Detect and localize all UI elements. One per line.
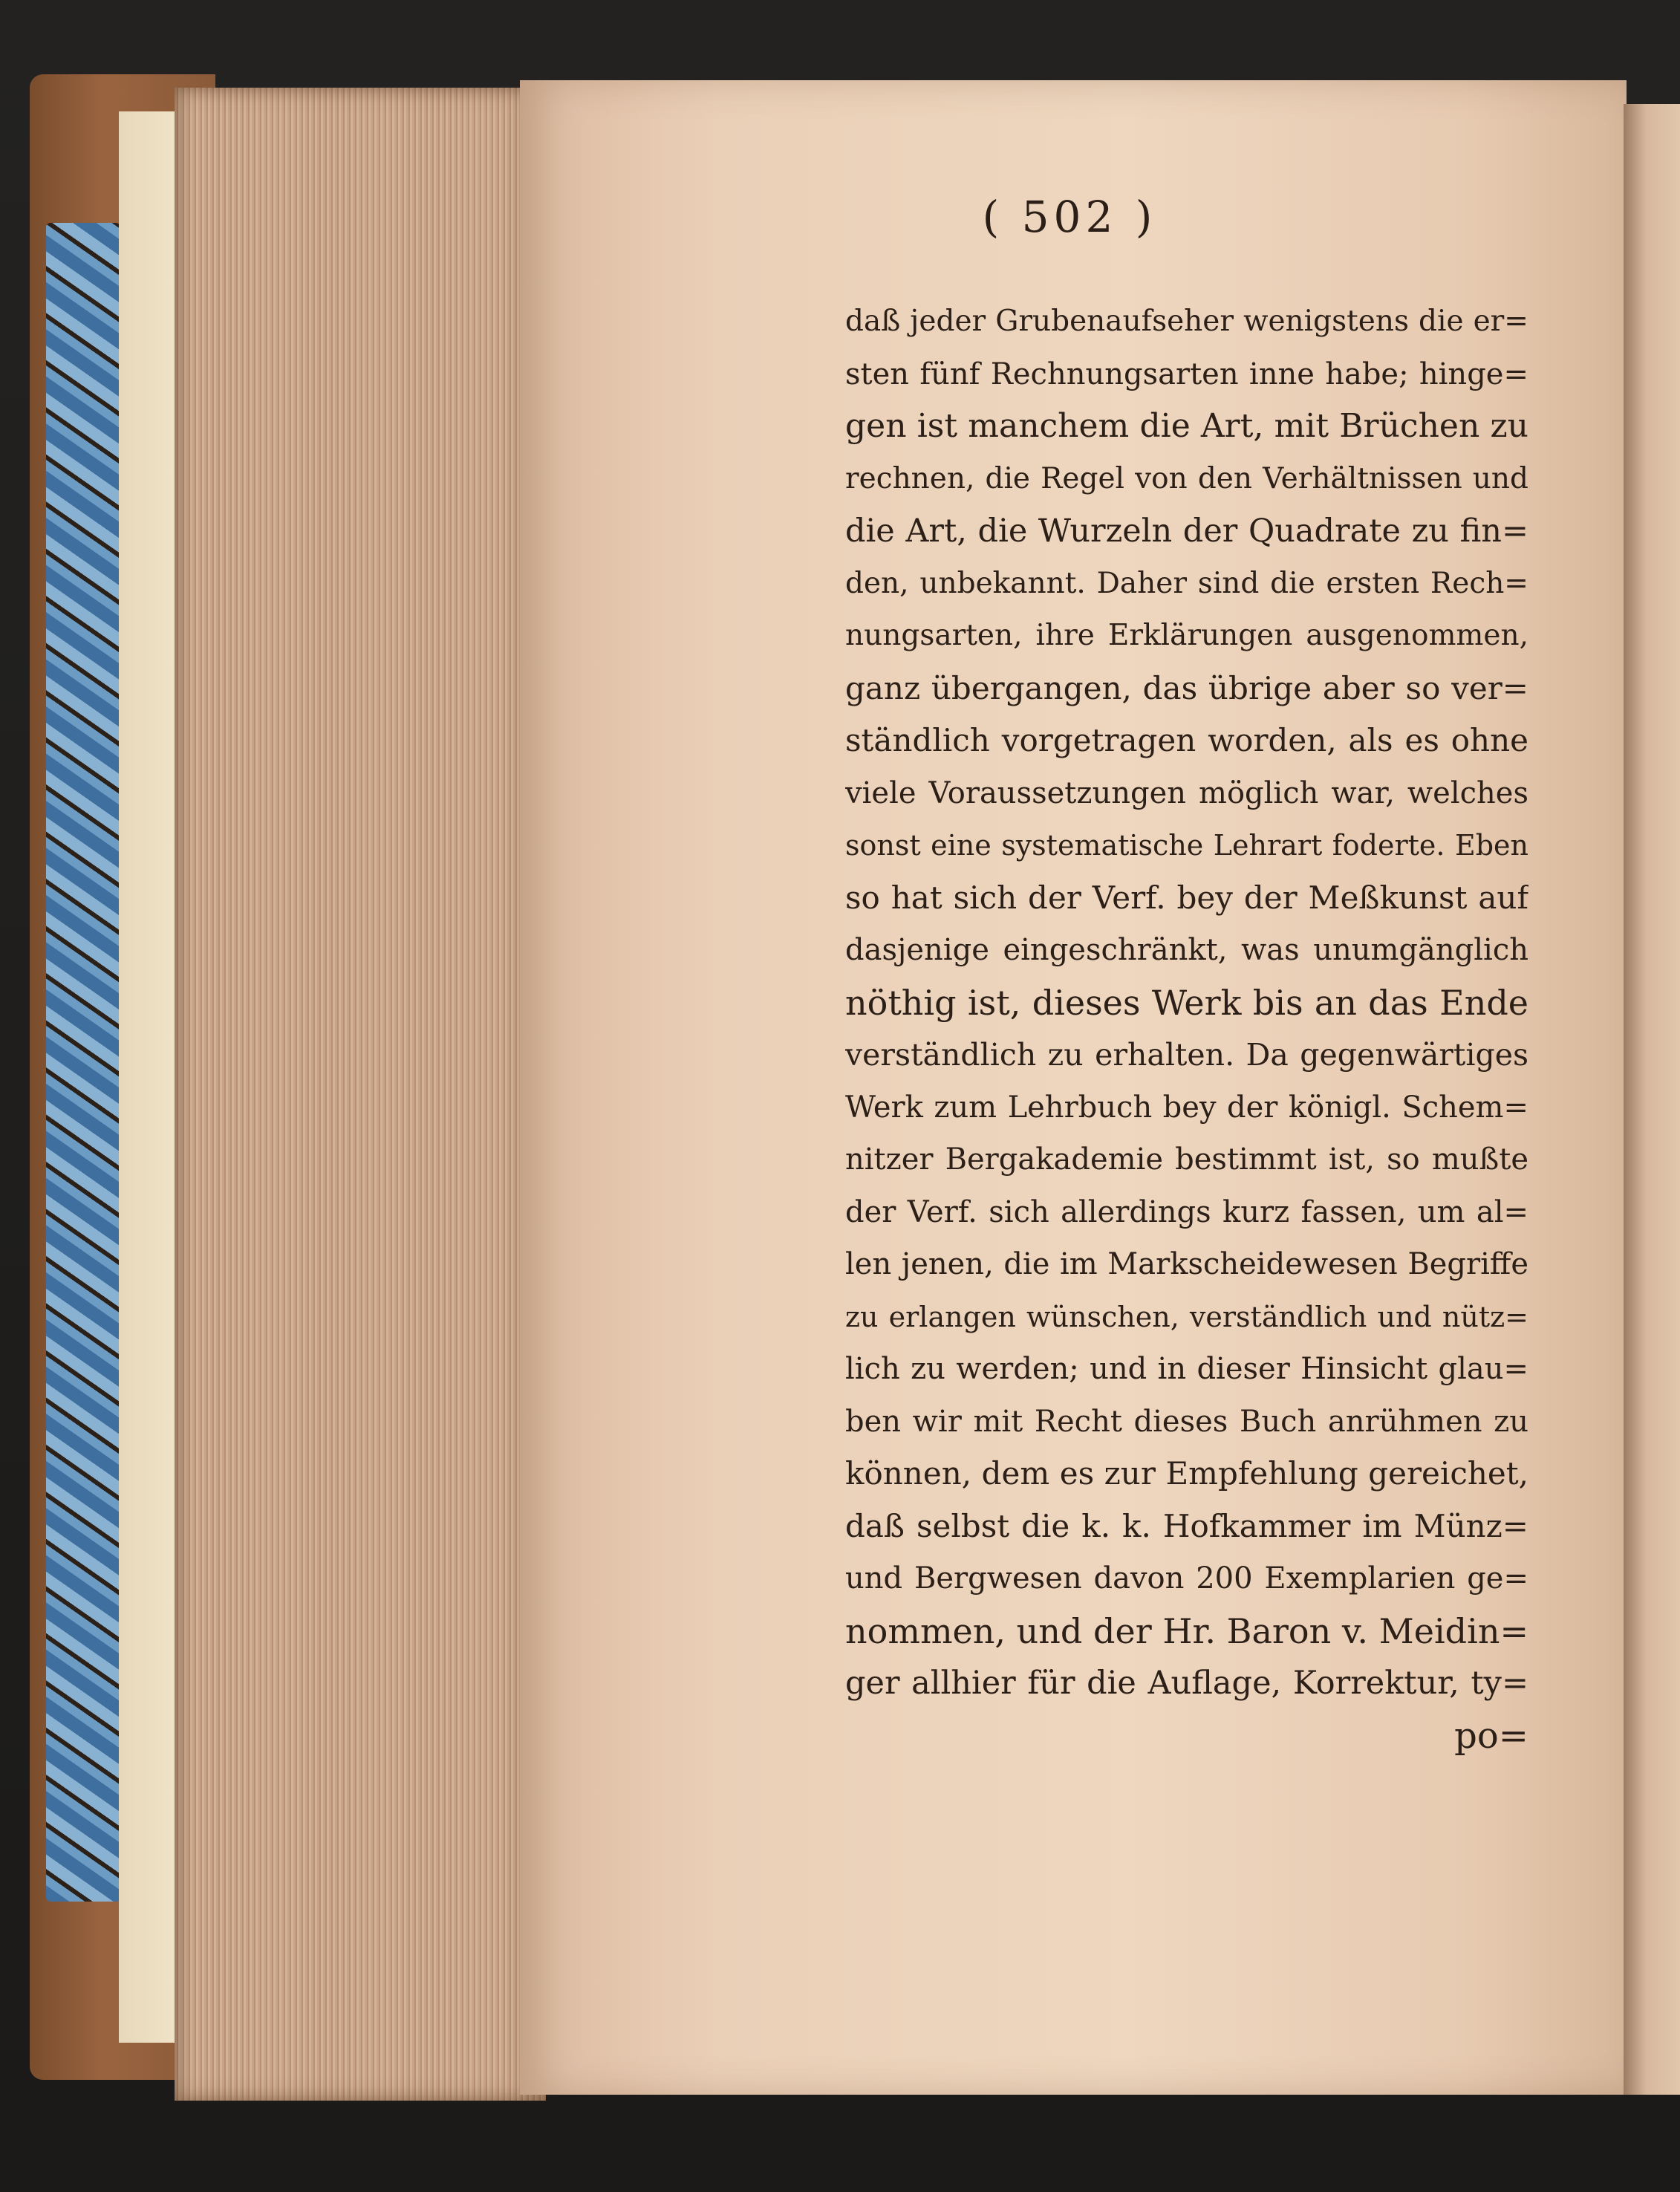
text-line: zu erlangen wünschen, verständlich und nütz=: [845, 1300, 1528, 1333]
text-line: nungsarten, ihre Erklärungen ausgenommen,: [845, 619, 1528, 652]
text-line: daß jeder Grubenaufseher wenigstens die er=: [845, 305, 1528, 338]
text-line: gen ist manchem die Art, mit Brüchen zu: [845, 407, 1528, 445]
page-text: [845, 296, 1528, 1762]
facing-page-edge: [1624, 104, 1680, 2095]
text-line: nöthig ist, dieses Werk bis an das Ende: [845, 982, 1528, 1023]
text-line: ger allhier für die Auflage, Korrektur, ty=: [845, 1665, 1528, 1702]
text-line: ben wir mit Recht dieses Buch anrühmen zu: [845, 1404, 1528, 1439]
text-line: so hat sich der Verf. bey der Meßkunst auf: [845, 879, 1528, 916]
text-line: Werk zum Lehrbuch bey der königl. Schem=: [845, 1090, 1528, 1125]
page-edges: [175, 88, 546, 2101]
text-line: daß selbst die k. k. Hofkammer im Münz=: [845, 1507, 1528, 1544]
text-line: nitzer Bergakademie bestimmt ist, so mußte: [845, 1142, 1528, 1177]
text-line: die Art, die Wurzeln der Quadrate zu fin=: [845, 513, 1528, 550]
text-line: lich zu werden; und in dieser Hinsicht glau=: [845, 1352, 1528, 1386]
text-line: rechnen, die Regel von den Verhältnissen und: [845, 461, 1528, 495]
text-line: ständlich vorgetragen worden, als es ohne: [845, 722, 1528, 758]
text-line: sten fünf Rechnungsarten inne habe; hinge=: [845, 357, 1528, 391]
text-line: sonst eine systematische Lehrart foderte. Eben: [845, 829, 1528, 862]
page-number-header: ( 502 ): [982, 192, 1157, 242]
text-line: viele Voraussetzungen möglich war, welches: [845, 775, 1528, 810]
text-line: und Bergwesen davon 200 Exemplarien ge=: [845, 1561, 1528, 1596]
text-line: len jenen, die im Markscheidewesen Begriffe: [845, 1247, 1528, 1281]
text-line: der Verf. sich allerdings kurz fassen, um al=: [845, 1194, 1528, 1229]
text-line: nommen, und der Hr. Baron v. Meidin=: [845, 1610, 1528, 1651]
text-line: verständlich zu erhalten. Da gegenwärtiges: [845, 1037, 1528, 1073]
text-line: können, dem es zur Empfehlung gereichet,: [845, 1455, 1528, 1492]
marbled-endpaper: [46, 223, 120, 1902]
text-line: den, unbekannt. Daher sind die ersten Rech=: [845, 566, 1528, 600]
text-line: ganz übergangen, das übrige aber so ver=: [845, 669, 1528, 706]
catchword: po=: [1454, 1714, 1528, 1757]
text-line: dasjenige eingeschränkt, was unumgänglich: [845, 933, 1528, 967]
